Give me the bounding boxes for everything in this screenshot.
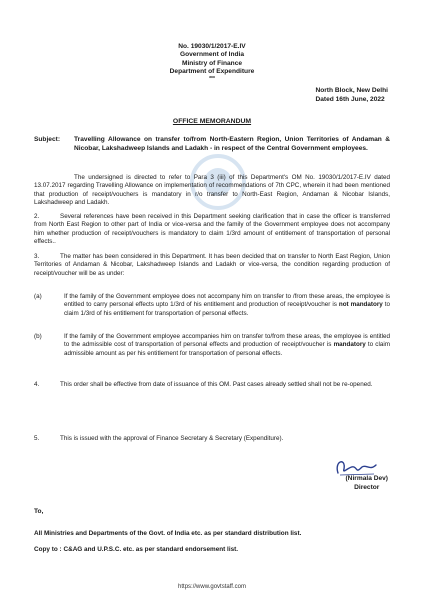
government-name: Government of India	[179, 51, 245, 59]
clause-a	[34, 293, 390, 318]
signatory-designation: Director	[354, 483, 380, 491]
paragraph-5	[34, 435, 390, 443]
subject-label: Subject:	[34, 136, 61, 143]
place-location: North Block, New Delhi	[315, 87, 388, 94]
signatory-name: (Nirmala Dev)	[345, 475, 388, 482]
clause-b-post: to claim admissible amount as per his entitlement for transportation of personal effects.	[64, 341, 391, 357]
clause-a-pre: If the family of the Government employee does not accompany him on transfer to /from these areas, the employee is entitled to carry personal effects upto 1/3rd of his entitlement and production of receipt/voucher is	[64, 293, 390, 309]
paragraph-2-number: 2.	[34, 213, 40, 220]
document-header	[0, 43, 424, 82]
paragraph-4-text: This order shall be effective from date of issuance of this OM. Past cases already settled shall not be re-opened.	[60, 381, 373, 388]
clause-b-marker: (b)	[34, 333, 42, 340]
department-name: Department of Expenditure	[169, 68, 255, 76]
addressee-label: To,	[34, 508, 44, 515]
clause-a-marker: (a)	[34, 293, 42, 300]
issue-date: Dated 16th June, 2022	[315, 95, 385, 103]
footer-url: https://www.govtstaff.com	[178, 584, 246, 590]
clause-b-bold: mandatory	[333, 341, 366, 349]
header-stars: ***	[209, 75, 215, 82]
clause-a-bold: not mandatory	[338, 301, 383, 309]
subject-text: Travelling Allowance on transfer to/from North-Eastern Region, Union Territories of Andaman & Nicobar, Lakshadweep Islands and Ladakh - in respect of the Central Government employees.	[74, 136, 390, 152]
paragraph-4	[34, 381, 390, 389]
paragraph-5-number: 5.	[34, 435, 40, 442]
file-number: No. 19030/1/2017-E.IV	[178, 43, 246, 50]
clause-b	[34, 333, 390, 358]
paragraph-2	[34, 213, 390, 246]
paragraph-5-text: This is issued with the approval of Finance Secretary & Secretary (Expenditure).	[60, 435, 284, 442]
paragraph-3	[34, 253, 390, 278]
distribution-line-2: Copy to : C&AG and U.P.S.C. etc. as per standard endorsement list.	[34, 546, 239, 553]
paragraph-2-text: Several references have been received in this Department seeking clarification that in case the officer is transferred from North East Region to other part of India or vice-versa and the family of the Government employee does not accompany him whether production of receipt/vouchers is mandatory to claim 1/3rd amount of entitlement of transportation of personal effects..	[34, 213, 390, 245]
clause-a-post: to claim 1/3rd of his entitlement for transportation of personal effects.	[64, 301, 391, 317]
paragraph-4-number: 4.	[34, 381, 40, 388]
paragraph-1: The undersigned is directed to refer to Para 3 (iii) of this Department's OM No. 19030/1/2017-E.IV dated 13.07.2017 regarding Travelling Allowance on implementation of recommendations of 7th CPC, wherein it had been mentioned that production of receipt/vouchers is mandatory in r/o transfer to North-East Region, Andaman & Nicobar Islands, Lakshadweep and Ladakh.	[34, 174, 390, 206]
clause-a-text	[64, 293, 390, 318]
clause-b-text	[64, 333, 390, 358]
ministry-name: Ministry of Finance	[181, 59, 243, 67]
signatory-block	[345, 475, 388, 492]
paragraph-3-number: 3.	[34, 253, 40, 260]
subject-block	[34, 136, 390, 153]
clause-b-pre: If the family of the Government employee accompanies him on transfer to/from these areas, the employee is entitled to the admissible cost of transportation of personal effects and production of receipt/voucher is	[64, 333, 390, 349]
paragraph-3-text: The matter has been considered in this Department. It has been decided that on transfer to North East Region, Union Territories of Andaman & Nicobar, Lakshadweep Islands and Ladakh or vice-versa, the condition regarding production of receipt/voucher will be as under:	[34, 253, 390, 277]
place-and-date	[315, 87, 388, 104]
distribution-line-1: All Ministries and Departments of the Govt. of India etc. as per standard distribution list.	[34, 530, 302, 537]
memo-title: OFFICE MEMORANDUM	[172, 118, 252, 125]
